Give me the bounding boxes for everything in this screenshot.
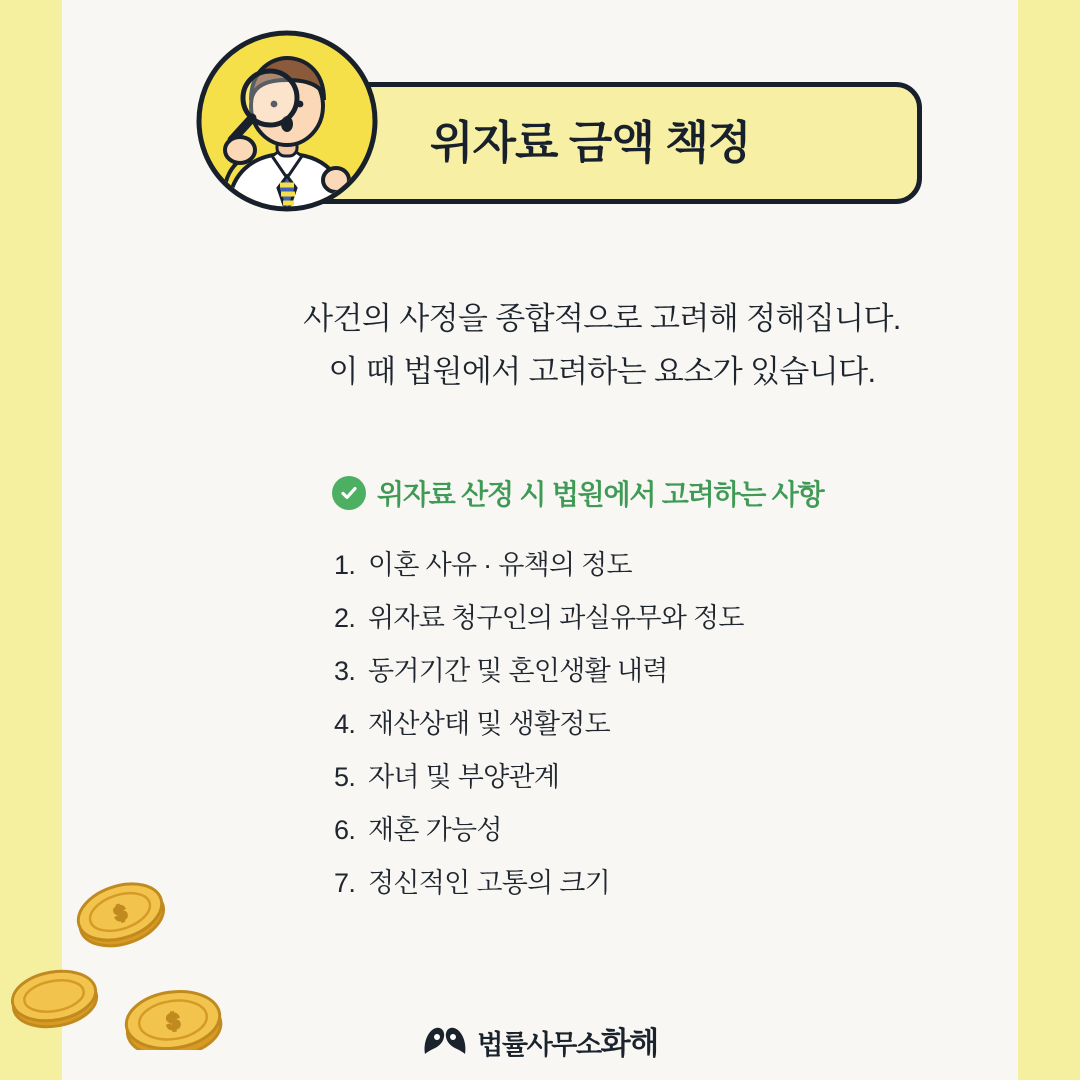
footer-brand-name: 화해 bbox=[600, 1026, 658, 1061]
header bbox=[194, 82, 922, 210]
list-item-label: 위자료 청구인의 과실유무와 정도 bbox=[368, 603, 744, 633]
check-circle-icon bbox=[332, 476, 366, 510]
svg-text:$: $ bbox=[165, 1008, 182, 1035]
man-with-magnifier-icon bbox=[194, 28, 380, 214]
list-item bbox=[334, 808, 974, 861]
list-item-number: 6. bbox=[334, 815, 356, 845]
list-item-number: 2. bbox=[334, 603, 356, 633]
list-item-number: 5. bbox=[334, 762, 356, 792]
svg-text:$: $ bbox=[111, 901, 130, 927]
list-item-number: 1. bbox=[334, 550, 356, 580]
intro-paragraph bbox=[124, 292, 1080, 398]
right-decorative-band bbox=[1018, 0, 1080, 1080]
list-item-label: 동거기간 및 혼인생활 내력 bbox=[368, 656, 668, 686]
list-item-label: 자녀 및 부양관계 bbox=[368, 762, 560, 792]
footer-logo bbox=[0, 1018, 1080, 1063]
footer-brand bbox=[477, 1018, 658, 1063]
list-item-number: 4. bbox=[334, 709, 356, 739]
page-title: 위자료 금액 책정 bbox=[430, 117, 751, 168]
list-item bbox=[334, 649, 974, 702]
list-item bbox=[334, 861, 974, 914]
intro-line-2: 이 때 법원에서 고려하는 요소가 있습니다. bbox=[328, 354, 876, 389]
list-item bbox=[334, 755, 974, 808]
law-office-logo-icon bbox=[422, 1025, 468, 1057]
list-item-label: 정신적인 고통의 크기 bbox=[368, 868, 611, 898]
list-item-label: 재혼 가능성 bbox=[368, 815, 502, 845]
consideration-list bbox=[334, 543, 974, 914]
footer-brand-prefix: 법률사무소 bbox=[477, 1030, 601, 1060]
list-item bbox=[334, 702, 974, 755]
intro-line-1: 사건의 사정을 종합적으로 고려해 정해집니다. bbox=[303, 301, 901, 336]
list-item-number: 3. bbox=[334, 656, 356, 686]
list-item-number: 7. bbox=[334, 868, 356, 898]
section-heading bbox=[332, 473, 823, 513]
list-item-label: 재산상태 및 생활정도 bbox=[368, 709, 611, 739]
list-item bbox=[334, 543, 974, 596]
section-heading-label: 위자료 산정 시 법원에서 고려하는 사항 bbox=[377, 479, 824, 510]
list-item bbox=[334, 596, 974, 649]
list-item-label: 이혼 사유 · 유책의 정도 bbox=[368, 550, 632, 580]
